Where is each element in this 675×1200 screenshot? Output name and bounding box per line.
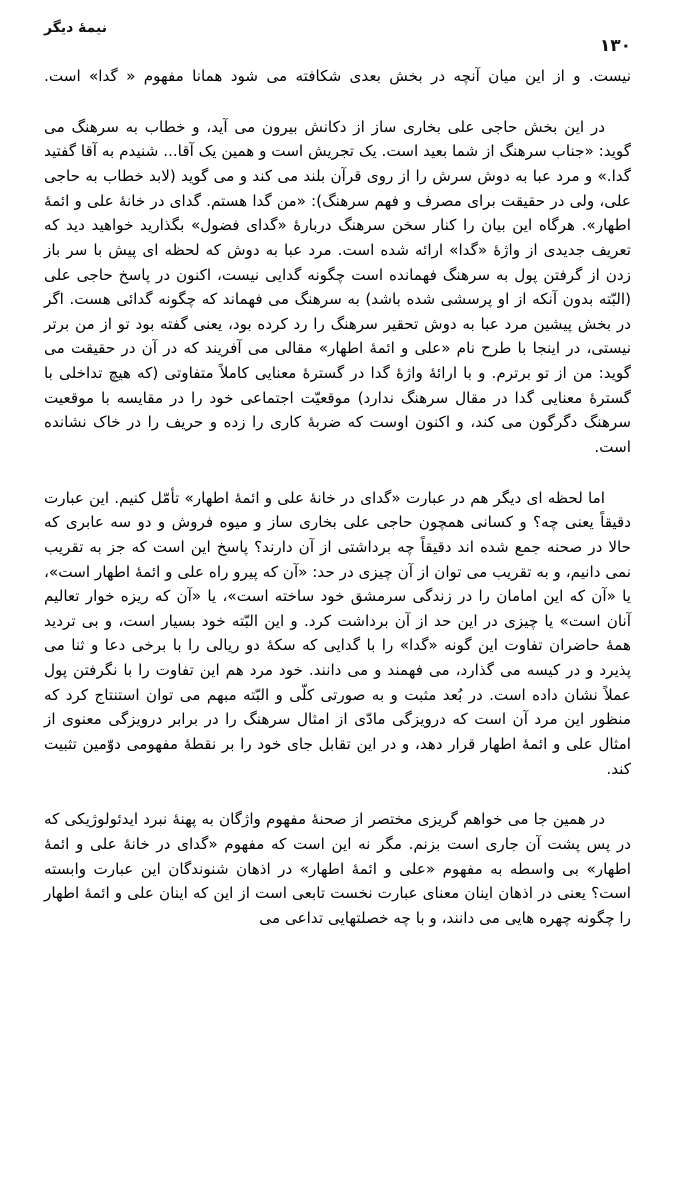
book-title: نیمۀ دیگر bbox=[44, 20, 108, 36]
paragraph-3: اما لحظه ای دیگر هم در عبارت «گدای در خانۀ علی و ائمۀ اطهار» تأمّل کنیم. این عبارت دقیقاً یعنی چه؟ و کسانی همچون حاجی علی بخاری ساز و میوه فروش و دو سه عابری که حالا در صحنه جمع شده اند دقیقاً چه برداشتی از آن دارند؟ پاسخ این است که جز به تقریب نمی دانیم، و به تقریب می توان از آن چیزی در حد: «آن که پیرو راه علی و ائمۀ اطهار است»، یا «آن که این امامان را در زندگی سرمشق خود ساخته است»، یا «آن که ریزه خوار تعالیم آنان است» یا چیزی در این حد از آن برداشت کرد. و این البّته خود بسیار است، و بی تردید همۀ حاضران تفاوت این گونه «گدا» را با گدایی که سکۀ دو ریالی را با برخی دعا و ثنا می پذیرد و در کیسه می گذارد، می فهمند و می دانند. خود مرد هم این تفاوت را با نگرفتن پول عملاً نشان داده است. در بُعد مثبت و به صورتی کلّی و البّته مبهم می توان استنتاج کرد که منظور این مرد آن است که درویزگی مادّی از امثال سرهنگ را در برابر درویزگی معنوی از امثال علی و ائمۀ اطهار قرار دهد، و در این تقابل جای خود را بر نقطۀ مفهومی دوّمین تثبیت کند. bbox=[44, 488, 631, 778]
paragraph-1: نیست. و از این میان آنچه در بخش بعدی شکافته می شود همانا مفهوم « گدا» است. bbox=[44, 67, 631, 85]
paragraph-4: در همین جا می خواهم گریزی مختصر از صحنۀ مفهوم واژگان به پهنۀ نبرد ایدئولوژیکی که در پس پشت آن جاری است بزنم. مگر نه این است که مفهوم «گدای در خانۀ علی و ائمۀ اطهار» بی واسطه به مفهوم «علی و ائمۀ اطهار» در اذهان شنوندگان این عبارت وابسته است؟ یعنی در اذهان اینان معنای عبارت نخست تابعی است از این که اینان علی و ائمۀ اطهار را چگونه چهره هایی می دانند، و با چه خصلتهایی تداعی می bbox=[44, 810, 631, 927]
page-header bbox=[44, 18, 631, 62]
paragraph-2: در این بخش حاجی علی بخاری ساز از دکانش بیرون می آید، و خطاب به سرهنگ می گوید: «جناب سرهنگ از شما بعید است. یک تجریش است و همین یک آقا... شنیدم به آقا گفتید گدا.» و مرد عبا به دوش سرش را از روی قرآن بلند می کند و می گوید (لابد خطاب به حاجی علی، ولی در حقیقت برای مصرف و فهم سرهنگ): «من گدا هستم. گدای در خانۀ علی و ائمۀ اطهار». هرگاه این بیان را کنار سخن سرهنگ دربارۀ «گدای فضول» بگذارید خواهید دید که تعریف جدیدی از واژۀ «گدا» ارائه شده است. مرد عبا به دوش که لحظه ای پیش با سر باز زدن از گرفتن پول به سرهنگ فهمانده است چگونه گدایی نیست، اکنون در پاسخ حاجی علی (البّته بدون آنکه از او پرسشی شده باشد) به سرهنگ می فهماند که چگونه گدائی هست. اگر در بخش پیشین مرد عبا به دوش تحقیر سرهنگ را رد کرده بود، یعنی گفته بود تو از من برتر نیستی، در اینجا با طرح نام «علی و ائمۀ اطهار» مقالی می آفریند که در آن در حقیقت می گوید: من از تو برترم. و با ارائۀ واژۀ گدا در گسترۀ معنایی کاملاً متفاوتی (که هیچ تداخلی با گسترۀ معنایی گدا در مقال سرهنگ ندارد) موقعیّت اجتماعی خود را در مقایسه با موقعیت سرهنگ دگرگون می کند، و اکنون اوست که ضربۀ کاری را زده و حریف را در خاک نشانده است. bbox=[44, 117, 631, 456]
body-text bbox=[44, 64, 631, 930]
page-number: ۱۳۰ bbox=[599, 36, 631, 56]
